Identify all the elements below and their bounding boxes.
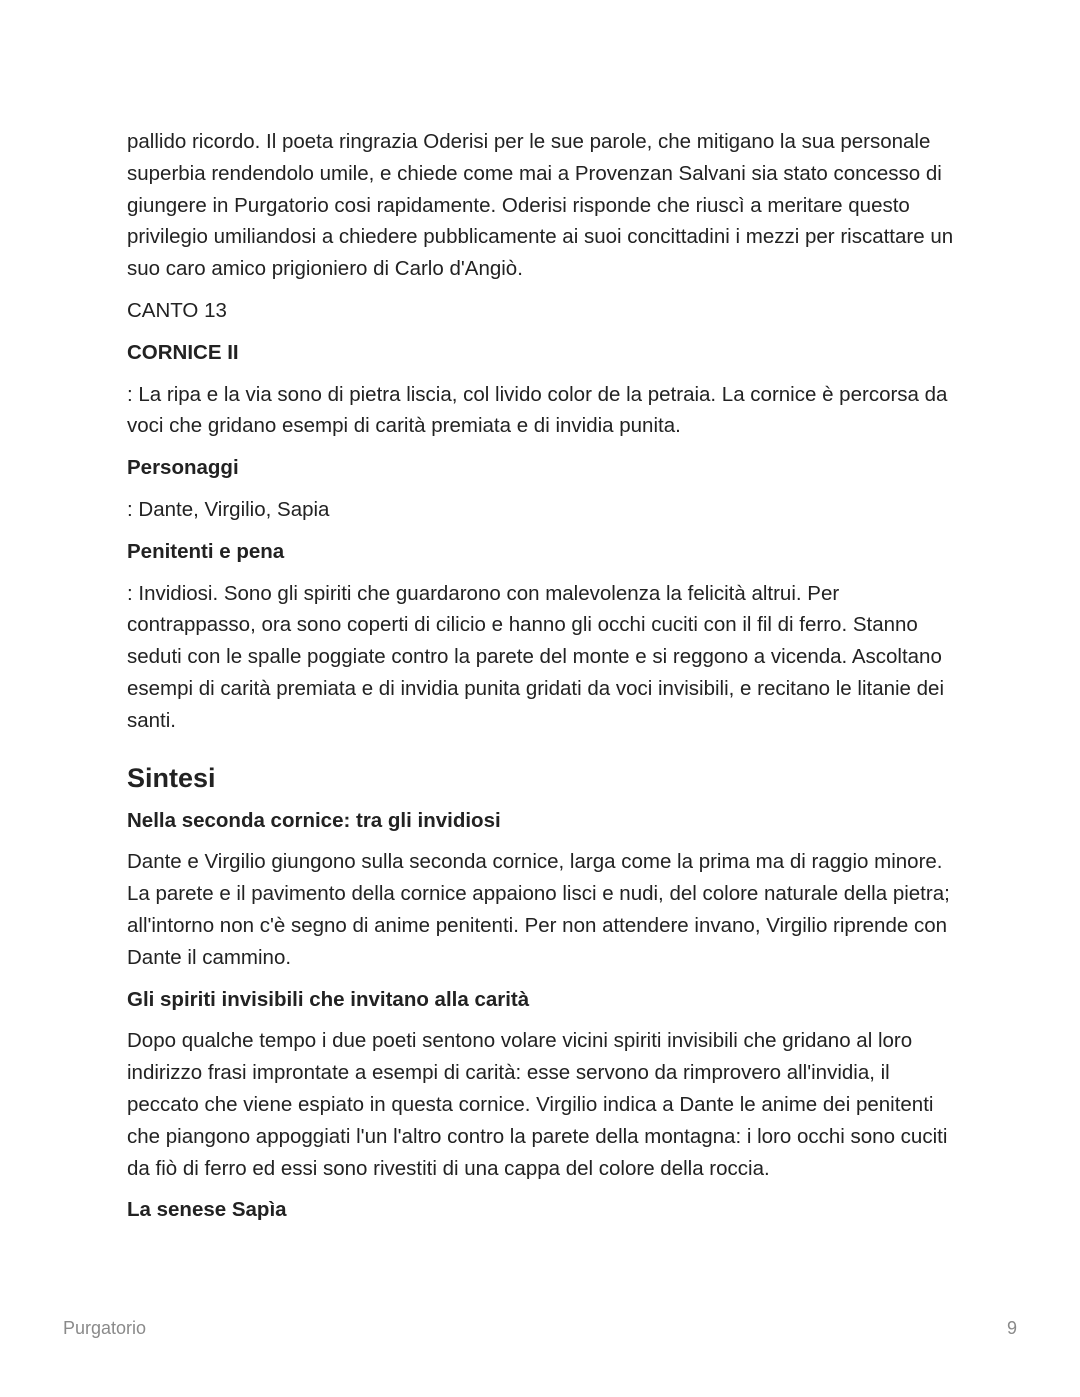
section-heading-seconda-cornice: Nella seconda cornice: tra gli invidiosi bbox=[127, 808, 501, 832]
penitenti-heading: Penitenti e pena bbox=[127, 539, 285, 563]
footer-title: Purgatorio bbox=[63, 1318, 147, 1338]
sintesi-heading: Sintesi bbox=[127, 762, 216, 793]
page-number: 9 bbox=[1006, 1318, 1017, 1338]
section-heading-spiriti-invisibili: Gli spiriti invisibili che invitano alla carità bbox=[127, 987, 530, 1011]
section-heading-sapia: La senese Sapìa bbox=[127, 1198, 287, 1222]
cornice-heading: CORNICE II bbox=[127, 340, 239, 364]
personaggi-heading: Personaggi bbox=[127, 456, 239, 480]
section-text-spiriti-invisibili: Dopo qualche tempo i due poeti sentono volare vicini spiriti invisibili che gridano al loro indirizzo frasi improntate a esempi di carità: esse servono da rimprovero all'invidia, il peccato che viene espiato in questa cornice. Virgilio indica a Dante le anime dei penitenti che piangono appoggiati l'un l'altro contro la parete della montagna: i loro occhi sono cuciti da fiò di ferro ed essi sono rivestiti di una cappa del colore della roccia. bbox=[127, 1029, 948, 1180]
cornice-text: : La ripa e la via sono di pietra liscia, col livido color de la petraia. La cornice è percorsa da voci che gridano esempi di carità premiata e di invidia punita. bbox=[127, 382, 948, 438]
intro-paragraph: pallido ricordo. Il poeta ringrazia Oderisi per le sue parole, che mitigano la sua personale superbia rendendolo umile, e chiede come mai a Provenzan Salvani sia stato concesso di giungere in Purgatorio cosi rapidamente. Oderisi risponde che riuscì a meritare questo privilegio umiliandosi a chiedere pubblicamente ai suoi concittadini i mezzi per riscattare un suo caro amico prigioniero di Carlo d'Angiò. bbox=[127, 130, 954, 281]
section-text-seconda-cornice: Dante e Virgilio giungono sulla seconda cornice, larga come la prima ma di raggio minore. La parete e il pavimento della cornice appaiono lisci e nudi, del colore naturale della pietra; all'intorno non c'è segno di anime penitenti. Per non attendere invano, Virgilio riprende con Dante il cammino. bbox=[127, 850, 950, 969]
personaggi-text: : Dante, Virgilio, Sapia bbox=[127, 497, 330, 521]
canto-label: CANTO 13 bbox=[127, 298, 227, 322]
penitenti-text: : Invidiosi. Sono gli spiriti che guardarono con malevolenza la felicità altrui. Per contrappasso, ora sono coperti di cilicio e hanno gli occhi cuciti con il fil di ferro. Stanno seduti con le spalle poggiate contro la parete del monte e si reggono a vicenda. Ascoltano esempi di carità premiata e di invidia punita gridati da voci invisibili, e recitano le litanie dei santi. bbox=[127, 581, 945, 732]
document-body bbox=[127, 126, 957, 1236]
